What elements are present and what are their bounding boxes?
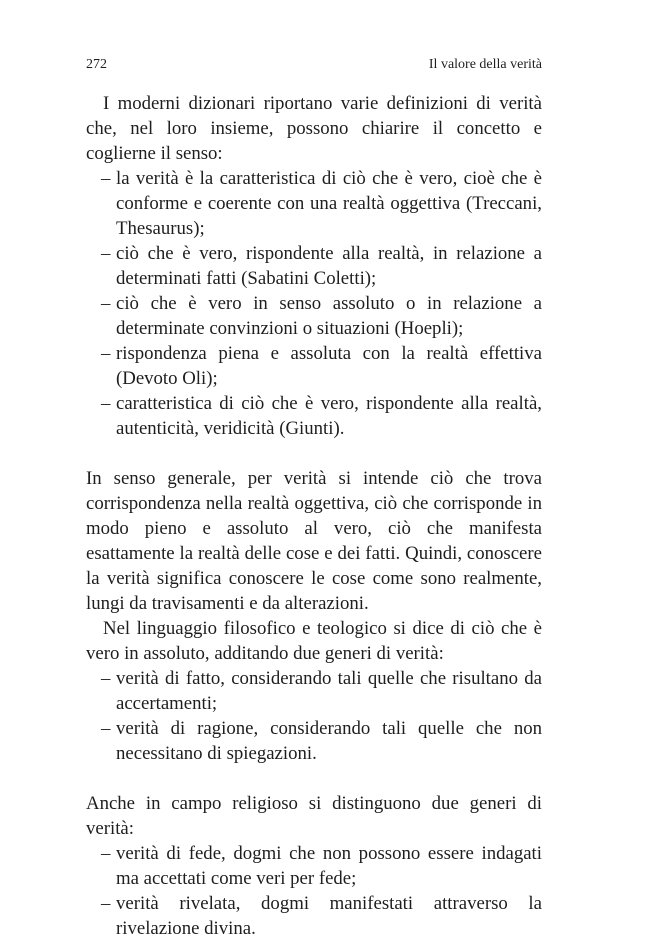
list-item — [86, 166, 542, 241]
list-item — [86, 666, 542, 716]
dictionary-definitions-list — [86, 166, 542, 441]
page-number: 272 — [86, 57, 107, 72]
philosophical-paragraph: Nel linguaggio filosofico e teologico si dice di ciò che è vero in assoluto, additando due generi di verità: — [86, 618, 542, 664]
dash-marker: – — [101, 243, 111, 264]
list-item — [86, 716, 542, 766]
list-item-text: caratteristica di ciò che è vero, rispondente alla realtà, autenticità, veridicità (Giunti). — [116, 393, 542, 439]
list-item-text: verità di fatto, considerando tali quelle che risultano da accertamenti; — [116, 668, 542, 714]
religious-truths-list — [86, 841, 542, 941]
list-item — [86, 841, 542, 891]
philosophical-truths-list — [86, 666, 542, 766]
running-title: Il valore della verità — [428, 57, 542, 72]
list-item-text: ciò che è vero in senso assoluto o in relazione a determinate convinzioni o situazioni (Hoepli); — [116, 293, 542, 339]
list-item-text: verità di fede, dogmi che non possono essere indagati ma accettati come veri per fede; — [116, 843, 542, 889]
body-text — [86, 91, 542, 941]
list-item-text: verità di ragione, considerando tali quelle che non necessitano di spiegazioni. — [116, 718, 542, 764]
dash-marker: – — [101, 393, 111, 414]
list-item-text: la verità è la caratteristica di ciò che è vero, cioè che è conforme e coerente con una realtà oggettiva (Treccani, Thesaurus); — [116, 168, 542, 239]
dictionary-intro-paragraph: I moderni dizionari riportano varie definizioni di verità che, nel loro insieme, possono chiarire il concetto e coglierne il senso: — [86, 93, 542, 164]
dash-marker: – — [101, 668, 111, 689]
list-item — [86, 241, 542, 291]
list-item — [86, 391, 542, 441]
dash-marker: – — [101, 843, 111, 864]
dash-marker: – — [101, 168, 111, 189]
list-item-text: rispondenza piena e assoluta con la realtà effettiva (Devoto Oli); — [116, 343, 542, 389]
list-item — [86, 341, 542, 391]
religious-intro-paragraph: Anche in campo religioso si distinguono due generi di verità: — [86, 793, 542, 839]
dash-marker: – — [101, 343, 111, 364]
dash-marker: – — [101, 893, 111, 914]
list-item — [86, 291, 542, 341]
list-item-text: ciò che è vero, rispondente alla realtà, in relazione a determinati fatti (Sabatini Coletti); — [116, 243, 542, 289]
list-item-text: verità rivelata, dogmi manifestati attraverso la rivelazione divina. — [116, 893, 542, 939]
general-sense-paragraph: In senso generale, per verità si intende ciò che trova corrispondenza nella realtà oggettiva, ciò che corrisponde in modo pieno e assoluto al vero, ciò che manifesta esattamente la realtà delle cose e dei fatti. Quindi, conoscere la verità significa conoscere le cose come sono realmente, lungi da travisamenti e da alterazioni. — [86, 468, 542, 614]
dash-marker: – — [101, 718, 111, 739]
list-item — [86, 891, 542, 941]
page-header — [86, 57, 542, 75]
dash-marker: – — [101, 293, 111, 314]
